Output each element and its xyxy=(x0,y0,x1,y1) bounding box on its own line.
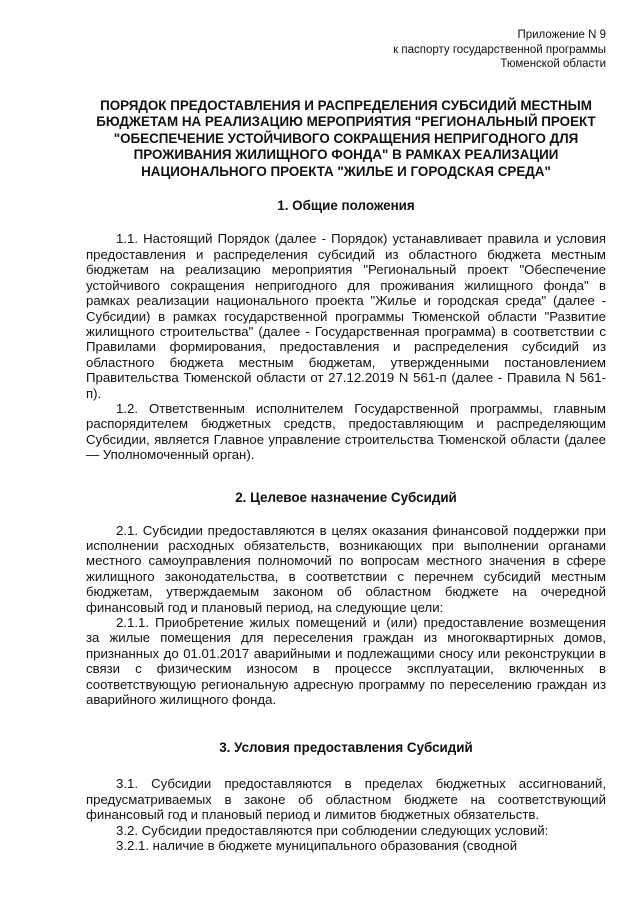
paragraph-3-2-1: 3.2.1. наличие в бюджете муниципального образования (сводной xyxy=(116,838,518,854)
appendix-line-3: Тюменской области xyxy=(500,58,606,70)
paragraph-2-1: 2.1. Субсидии предоставляются в целях оказания финансовой поддержки при исполнении расходных обязательств, возникающих при выполнении органами местного самоуправления полномочий по вопросам местного значения в сфере жилищного законодательства, в соответствии с перечнем субсидий местным бюджетам, утверждаемым законом об областном бюджете на очередной финансовый год и плановый период, на следующие цели: xyxy=(86,522,606,615)
document-title: ПОРЯДОК ПРЕДОСТАВЛЕНИЯ И РАСПРЕДЕЛЕНИЯ СУБСИДИЙ МЕСТНЫМ БЮДЖЕТАМ НА РЕАЛИЗАЦИЮ МЕРОПРИЯТИЯ "РЕГИОНАЛЬНЫЙ ПРОЕКТ "ОБЕСПЕЧЕНИЕ УСТОЙЧИВОГО СОКРАЩЕНИЯ НЕПРИГОДНОГО ДЛЯ ПРОЖИВАНИЯ ЖИЛИЩНОГО ФОНДА" В РАМКАХ РЕАЛИЗАЦИИ НАЦИОНАЛЬНОГО ПРОЕКТА "ЖИЛЬЕ И ГОРОДСКАЯ СРЕДА" xyxy=(96,97,596,179)
section-2-heading: 2. Целевое назначение Субсидий xyxy=(235,489,457,505)
appendix-note xyxy=(86,28,606,72)
paragraph-2-1-1: 2.1.1. Приобретение жилых помещений и (или) предоставление возмещения за жилые помещения для переселения граждан из многоквартирных домов, признанных до 01.01.2017 аварийными и подлежащими сносу или реконструкции в связи с физическим износом в процессе эксплуатации, включенных в соответствующую региональную адресную программу по переселению граждан из аварийного жилищного фонда. xyxy=(86,615,606,708)
appendix-line-2: к паспорту государственной программы xyxy=(393,43,606,56)
paragraph-1-2: 1.2. Ответственным исполнителем Государственной программы, главным распорядителем бюджетных средств, предоставляющим и распределяющим Субсидии, является Главное управление строительства Тюменской области (далее — Уполномоченный орган). xyxy=(86,400,606,463)
paragraph-3-1: 3.1. Субсидии предоставляются в пределах бюджетных ассигнований, предусматриваемых в законе об областном бюджете на соответствующий финансовый год и плановый период и лимитов бюджетных обязательств. xyxy=(86,776,606,823)
appendix-line-1: Приложение N 9 xyxy=(517,29,606,41)
paragraph-3-2: 3.2. Субсидии предоставляются при соблюдении следующих условий: xyxy=(116,822,549,838)
paragraph-1-1: 1.1. Настоящий Порядок (далее - Порядок) устанавливает правила и условия предоставления и распределения субсидий из областного бюджета местным бюджетам на реализацию мероприятия "Региональный проект "Обеспечение устойчивого сокращения непригодного для проживания жилищного фонда" в рамках реализации национального проекта "Жилье и городская среда" (далее - Субсидии) в рамках государственной программы Тюменской области "Развитие жилищного строительства" (далее - Государственная программа) в соответствии с Правилами формирования, предоставления и распределения субсидий из областного бюджета местным бюджетам, утвержденными постановлением Правительства Тюменской области от 27.12.2019 N 561-п (далее - Правила N 561-п). xyxy=(86,231,606,401)
section-3-heading: 3. Условия предоставления Субсидий xyxy=(219,740,473,756)
section-1-heading: 1. Общие положения xyxy=(277,198,415,214)
